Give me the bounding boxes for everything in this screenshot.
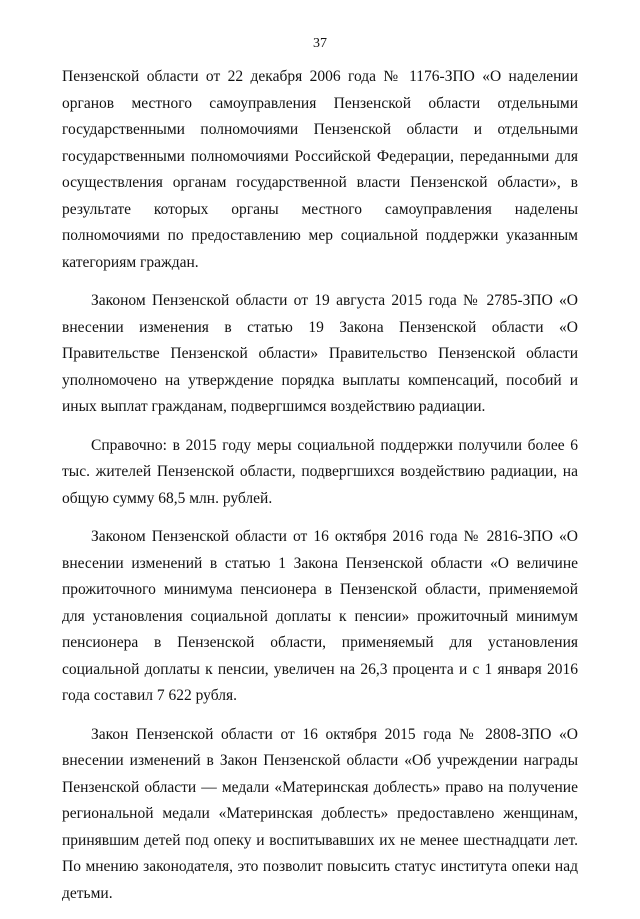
paragraph-law-2785: Законом Пензенской области от 19 августа 2015 года № 2785-ЗПО «О внесении изменения в статью 19 Закона Пензенской области «О Правительстве Пензенской области» Правительство Пензенской области уполномочено на утверждение порядка выплаты компенсаций, пособий и иных выплат гражданам, подвергшимся воздействию радиации. [62, 292, 578, 415]
page-number: 37 [313, 36, 327, 51]
paragraph-continuation: Пензенской области от 22 декабря 2006 года № 1176-ЗПО «О наделении органов местного самоуправления Пензенской области отдельными государственными полномочиями Пензенской области и отдельными государственными полномочиями Российской Федерации, переданными для осуществления органам государственной власти Пензенской области», в результате которых органы местного самоуправления наделены полномочиями по предоставлению мер социальной поддержки указанным категориям граждан. [62, 68, 578, 271]
paragraph-law-2808: Закон Пензенской области от 16 октября 2015 года № 2808-ЗПО «О внесении изменений в Закон Пензенской области «Об учреждении награды Пензенской области — медали «Материнская доблесть» право на получение региональной медали «Материнская доблесть» предоставлено женщинам, принявшим детей под опеку и воспитывавших их не менее шестнадцати лет. По мнению законодателя, это позволит повысить статус института опеки над детьми. [62, 725, 578, 902]
document-body [62, 64, 578, 919]
paragraph-reference-note: Справочно: в 2015 году меры социальной поддержки получили более 6 тыс. жителей Пензенской области, подвергшихся воздействию радиации, на общую сумму 68,5 млн. рублей. [62, 436, 578, 507]
paragraph-law-2816: Законом Пензенской области от 16 октября 2016 года № 2816-ЗПО «О внесении изменений в статью 1 Закона Пензенской области «О величине прожиточного минимума пенсионера в Пензенской области, применяемой для установления социальной доплаты к пенсии» прожиточный минимум пенсионера в Пензенской области, применяемый для установления социальной доплаты к пенсии, увеличен на 26,3 процента и с 1 января 2016 года составил 7 622 рубля. [62, 528, 578, 704]
